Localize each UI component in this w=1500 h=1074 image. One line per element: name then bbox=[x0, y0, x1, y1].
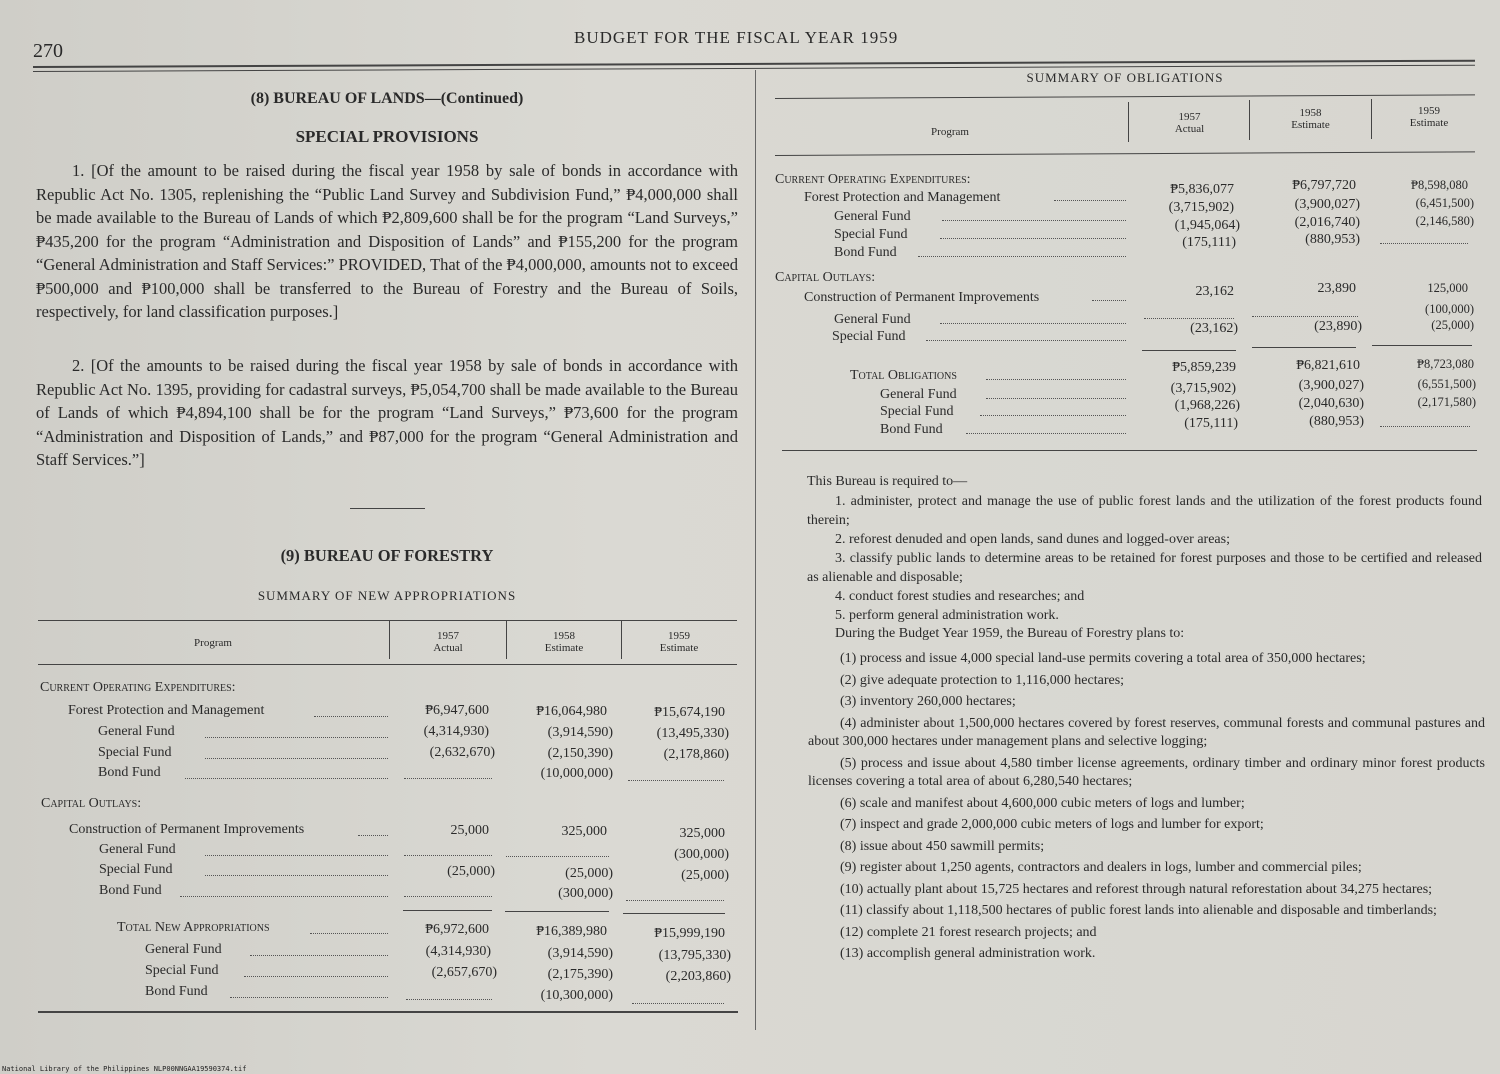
column-divider bbox=[755, 70, 756, 1030]
leader-dots bbox=[230, 997, 388, 998]
cell-1958: 325,000 bbox=[561, 824, 607, 839]
cell-1959: (6,451,500) bbox=[1415, 196, 1474, 210]
row-label: General Fund bbox=[98, 724, 175, 739]
row-label: Construction of Permanent Improvements bbox=[804, 290, 1040, 305]
col-header-kind: Actual bbox=[433, 642, 463, 654]
col-header-year: 1959 bbox=[668, 630, 690, 642]
col-divider bbox=[1249, 100, 1250, 140]
cell-1957: (175,111) bbox=[1182, 235, 1236, 250]
cell-1958: (2,150,390) bbox=[547, 746, 613, 761]
section-separator bbox=[350, 508, 425, 509]
col-header-1957 bbox=[1132, 111, 1247, 135]
row-label: General Fund bbox=[834, 312, 911, 327]
plans-intro: During the Budget Year 1959, the Bureau of Forestry plans to: bbox=[835, 626, 1185, 641]
leader-dots bbox=[1092, 300, 1126, 301]
cell-1959: 125,000 bbox=[1427, 281, 1468, 295]
row-label: Special Fund bbox=[99, 862, 173, 877]
duty-item: 3. classify public lands to determine areas to be retained for forest purposes and those to be certified and released as alienable and disposable; bbox=[807, 551, 1482, 585]
cell-1959: ₱15,674,190 bbox=[654, 705, 725, 720]
cell-1958: (2,016,740) bbox=[1294, 215, 1360, 230]
provision-2 bbox=[36, 354, 738, 472]
cell-1958: (880,953) bbox=[1305, 232, 1360, 247]
empty-cell-dots bbox=[1144, 318, 1234, 319]
col-header-kind: Estimate bbox=[544, 642, 584, 654]
special-provisions-title: SPECIAL PROVISIONS bbox=[295, 127, 479, 146]
leader-dots bbox=[942, 220, 1126, 221]
empty-cell-dots bbox=[1380, 426, 1470, 427]
cell-1959: (13,495,330) bbox=[656, 726, 729, 741]
cell-1959: ₱8,723,080 bbox=[1417, 357, 1474, 371]
capital-outlays-label: Capital Outlays: bbox=[41, 796, 142, 811]
row-label: Total New Appropriations bbox=[117, 920, 270, 935]
col-header-year: 1958 bbox=[553, 630, 575, 642]
cell-1959: ₱8,598,080 bbox=[1411, 178, 1468, 192]
leader-dots bbox=[918, 256, 1126, 257]
subtotal-rule bbox=[1252, 347, 1356, 348]
subtotal-rule bbox=[1372, 345, 1472, 346]
plan-item: (2) give adequate protection to 1,116,000 hectares; bbox=[840, 672, 1125, 688]
summary-obligations-title: SUMMARY OF OBLIGATIONS bbox=[1026, 70, 1224, 85]
cell-1957: (1,945,064) bbox=[1174, 218, 1240, 233]
plan-item: (13) accomplish general administration work. bbox=[840, 946, 1096, 961]
duty-item: 4. conduct forest studies and researches; and bbox=[835, 589, 1085, 604]
cell-1959: (25,000) bbox=[681, 868, 729, 883]
table-head-rule bbox=[38, 664, 737, 665]
empty-cell-dots bbox=[626, 900, 724, 901]
provision-2-text: [Of the amounts to be raised during the fiscal year 1958 by sale of bonds in accordance with Republic Act No. 1395, providing for cadastral surveys, ₱5,054,700 shall be made available to the Bureau of Lands of which ₱4,894,100 shall be for the program “Land Surveys,” ₱73,600 for the program “Administration and Disposition of Lands,” and ₱87,000 for the program “General Administration and Staff Services.”] bbox=[36, 356, 739, 469]
duty-item: 5. perform general administration work. bbox=[835, 608, 1059, 623]
leader-dots bbox=[940, 323, 1126, 324]
table-bottom-rule bbox=[782, 450, 1477, 451]
duty-item: 2. reforest denuded and open lands, sand dunes and logged-over areas; bbox=[835, 532, 1230, 547]
cell-1959: (6,551,500) bbox=[1417, 377, 1476, 391]
row-label: Special Fund bbox=[832, 329, 906, 344]
subtotal-rule bbox=[403, 910, 492, 911]
cell-1959: (2,171,580) bbox=[1417, 395, 1476, 409]
cell-1957: (4,314,930) bbox=[423, 724, 489, 739]
leader-dots bbox=[358, 835, 388, 836]
cell-1957: ₱6,972,600 bbox=[425, 922, 489, 937]
plans-list bbox=[808, 650, 1485, 964]
leader-dots bbox=[205, 758, 388, 759]
col-header-year: 1957 bbox=[437, 630, 459, 642]
plan-item: (4) administer about 1,500,000 hectares covered by forest reserves, communal forests and communal pastures and about 300,000 hectares under management plans and selective logging; bbox=[808, 715, 1485, 749]
col-header-kind: Actual bbox=[1174, 123, 1205, 135]
row-label: Special Fund bbox=[880, 404, 954, 419]
empty-cell-dots bbox=[1252, 316, 1358, 317]
table-top-rule bbox=[775, 94, 1475, 99]
cell-1959: (2,203,860) bbox=[665, 969, 731, 984]
leader-dots bbox=[926, 340, 1126, 341]
plan-item: (6) scale and manifest about 4,600,000 cubic meters of logs and lumber; bbox=[840, 795, 1245, 811]
empty-cell-dots bbox=[406, 999, 492, 1000]
subtotal-rule bbox=[1142, 350, 1236, 351]
leader-dots bbox=[205, 737, 388, 738]
current-operating-label: Current Operating Expenditures: bbox=[40, 680, 236, 695]
cell-1957: (175,111) bbox=[1184, 416, 1238, 431]
empty-cell-dots bbox=[506, 856, 609, 857]
leader-dots bbox=[980, 415, 1126, 416]
leader-dots bbox=[244, 976, 388, 977]
cell-1959: (2,146,580) bbox=[1415, 214, 1474, 228]
row-label: Special Fund bbox=[145, 963, 219, 978]
row-label: Special Fund bbox=[834, 227, 908, 242]
cell-1959: (100,000) bbox=[1425, 302, 1474, 316]
cell-1957: 25,000 bbox=[450, 823, 489, 838]
cell-1957: (4,314,930) bbox=[425, 944, 491, 959]
leader-dots bbox=[986, 379, 1126, 380]
duties-intro: This Bureau is required to— bbox=[807, 474, 968, 489]
row-label: Bond Fund bbox=[880, 422, 943, 437]
provision-1-text: [Of the amount to be raised during the fiscal year 1958 by sale of bonds in accordance with Republic Act No. 1305, replenishing the “Public Land Survey and Subdivision Fund,” ₱4,000,000 shall be made available to the Bureau of Lands of which ₱2,809,600 shall be for the program “Land Surveys,” ₱435,200 for the program “Administration and Disposition of Lands” and ₱155,200 for the program “General Administration and Staff Services:” PROVIDED, That of the ₱4,000,000, amounts not to exceed ₱500,000 and ₱100,000 shall be transferred to the Bureau of Forestry and the Bureau of Soils, respectively, for land classification purposes.] bbox=[36, 161, 738, 321]
cell-1958: (3,900,027) bbox=[1294, 197, 1360, 212]
cell-1958: (23,890) bbox=[1314, 319, 1362, 334]
running-head: BUDGET FOR THE FISCAL YEAR 1959 bbox=[574, 28, 899, 47]
col-header-program: Program bbox=[194, 637, 232, 649]
current-operating-label: Current Operating Expenditures: bbox=[775, 172, 971, 187]
table-top-rule bbox=[38, 620, 737, 621]
col-header-kind: Estimate bbox=[1291, 119, 1330, 131]
cell-1958: (2,175,390) bbox=[547, 967, 613, 982]
plan-item: (12) complete 21 forest research projects; and bbox=[840, 924, 1097, 940]
col-divider bbox=[621, 621, 622, 659]
cell-1958: (3,914,590) bbox=[547, 946, 613, 961]
cell-1958: (3,900,027) bbox=[1298, 378, 1364, 393]
row-label: General Fund bbox=[99, 842, 176, 857]
cell-1957: (3,715,902) bbox=[1170, 381, 1236, 396]
section-9-title: (9) BUREAU OF FORESTRY bbox=[280, 546, 494, 565]
plan-item: (11) classify about 1,118,500 hectares of public forest lands into alienable and disposable and timberlands; bbox=[840, 903, 1437, 918]
plan-item: (9) register about 1,250 agents, contractors and dealers in logs, lumber and commercial piles; bbox=[840, 860, 1362, 875]
provision-1 bbox=[36, 159, 738, 324]
col-header-1959 bbox=[623, 630, 735, 654]
col-header-program: Program bbox=[931, 126, 969, 138]
empty-cell-dots bbox=[404, 778, 492, 779]
leader-dots bbox=[185, 778, 388, 779]
cell-1959: (25,000) bbox=[1431, 318, 1474, 332]
row-label: Bond Fund bbox=[99, 883, 162, 898]
leader-dots bbox=[180, 896, 388, 897]
plan-item: (1) process and issue 4,000 special land-use permits covering a total area of 350,000 hectares; bbox=[840, 651, 1366, 666]
cell-1959: 325,000 bbox=[679, 826, 725, 841]
cell-1959: (2,178,860) bbox=[663, 747, 729, 762]
col-header-kind: Estimate bbox=[1409, 117, 1449, 129]
cell-1957: ₱5,859,239 bbox=[1172, 360, 1236, 375]
cell-1959: (300,000) bbox=[674, 847, 729, 862]
cell-1957: (2,657,670) bbox=[431, 965, 497, 980]
col-header-1958 bbox=[508, 630, 620, 654]
cell-1958: (10,000,000) bbox=[540, 766, 613, 781]
leader-dots bbox=[1054, 200, 1126, 201]
duty-item: 1. administer, protect and manage the use of public forest lands and the utilization of the forest products found therein; bbox=[807, 494, 1482, 528]
cell-1957: (23,162) bbox=[1190, 321, 1238, 336]
subtotal-rule bbox=[505, 911, 609, 912]
cell-1957: ₱5,836,077 bbox=[1170, 182, 1234, 197]
cell-1958: ₱6,821,610 bbox=[1296, 358, 1360, 373]
summary-new-appropriations-title: SUMMARY OF NEW APPROPRIATIONS bbox=[257, 588, 517, 603]
row-label: Forest Protection and Management bbox=[68, 703, 265, 718]
plan-item: (8) issue about 450 sawmill permits; bbox=[840, 838, 1045, 854]
cell-1958: ₱16,064,980 bbox=[536, 704, 607, 719]
cell-1958: (25,000) bbox=[565, 866, 613, 881]
leader-dots bbox=[205, 855, 388, 856]
plan-item: (7) inspect and grade 2,000,000 cubic meters of logs and lumber for export; bbox=[840, 817, 1264, 832]
cell-1957: 23,162 bbox=[1195, 284, 1234, 299]
cell-1958: ₱6,797,720 bbox=[1292, 178, 1356, 193]
row-label: Special Fund bbox=[98, 745, 172, 760]
leader-dots bbox=[314, 716, 388, 717]
row-label: Construction of Permanent Improvements bbox=[69, 822, 305, 837]
leader-dots bbox=[250, 955, 388, 956]
plan-item: (3) inventory 260,000 hectares; bbox=[840, 694, 1016, 709]
cell-1957: (2,632,670) bbox=[429, 745, 495, 760]
empty-cell-dots bbox=[632, 1003, 724, 1004]
col-header-1958 bbox=[1252, 107, 1369, 131]
empty-cell-dots bbox=[404, 896, 492, 897]
cell-1957: (1,968,226) bbox=[1174, 398, 1240, 413]
cell-1958: (2,040,630) bbox=[1298, 396, 1364, 411]
leader-dots bbox=[986, 398, 1126, 399]
row-label: Bond Fund bbox=[98, 765, 161, 780]
cell-1958: (880,953) bbox=[1309, 414, 1364, 429]
empty-cell-dots bbox=[1380, 243, 1468, 244]
col-divider bbox=[1371, 99, 1372, 139]
row-label: General Fund bbox=[145, 942, 222, 957]
header-rule bbox=[33, 60, 1475, 68]
col-header-1959 bbox=[1374, 105, 1484, 129]
cell-1958: (300,000) bbox=[558, 886, 613, 901]
row-label: Total Obligations bbox=[850, 368, 957, 383]
leader-dots bbox=[940, 238, 1126, 239]
table-bottom-rule bbox=[38, 1011, 738, 1013]
cell-1957: ₱6,947,600 bbox=[425, 703, 489, 718]
col-header-year: 1959 bbox=[1418, 105, 1440, 117]
col-divider bbox=[1128, 102, 1129, 142]
cell-1958: ₱16,389,980 bbox=[536, 924, 607, 939]
row-label: General Fund bbox=[834, 209, 911, 224]
row-label: Forest Protection and Management bbox=[804, 190, 1001, 205]
col-divider bbox=[389, 621, 390, 659]
col-header-year: 1957 bbox=[1178, 111, 1201, 123]
cell-1958: (3,914,590) bbox=[547, 725, 613, 740]
scan-footer: National Library of the Philippines NLP00NNGAA19590374.tif bbox=[2, 1065, 247, 1073]
row-label: Bond Fund bbox=[834, 245, 897, 260]
row-label: Bond Fund bbox=[145, 984, 208, 999]
cell-1957: (3,715,902) bbox=[1168, 200, 1234, 215]
table-head-rule bbox=[775, 151, 1475, 156]
empty-cell-dots bbox=[628, 780, 724, 781]
cell-1958: (10,300,000) bbox=[540, 988, 613, 1003]
section-8-title: (8) BUREAU OF LANDS—(Continued) bbox=[250, 90, 524, 107]
leader-dots bbox=[205, 875, 388, 876]
col-header-1957 bbox=[392, 630, 504, 654]
subtotal-rule bbox=[623, 913, 725, 914]
col-header-kind: Estimate bbox=[659, 642, 699, 654]
plan-item: (5) process and issue about 4,580 timber license agreements, ordinary timber and ordinary minor forest products licenses covering a total area of about 6,280,540 hectares; bbox=[808, 755, 1485, 789]
row-label: General Fund bbox=[880, 387, 957, 402]
provision-2-number: 2. bbox=[72, 356, 85, 375]
cell-1958: 23,890 bbox=[1317, 281, 1356, 296]
col-header-year: 1958 bbox=[1299, 107, 1322, 119]
empty-cell-dots bbox=[404, 855, 492, 856]
provision-1-number: 1. bbox=[72, 161, 85, 180]
cell-1957: (25,000) bbox=[447, 864, 495, 879]
cell-1959: ₱15,999,190 bbox=[654, 926, 725, 941]
capital-outlays-label: Capital Outlays: bbox=[775, 270, 876, 285]
leader-dots bbox=[310, 933, 388, 934]
leader-dots bbox=[966, 433, 1126, 434]
col-divider bbox=[506, 621, 507, 659]
duties-list bbox=[807, 492, 1482, 625]
cell-1959: (13,795,330) bbox=[658, 948, 731, 963]
plan-item: (10) actually plant about 15,725 hectares and reforest through natural reforestation about 34,275 hectares; bbox=[840, 881, 1433, 897]
page-number: 270 bbox=[33, 40, 63, 62]
